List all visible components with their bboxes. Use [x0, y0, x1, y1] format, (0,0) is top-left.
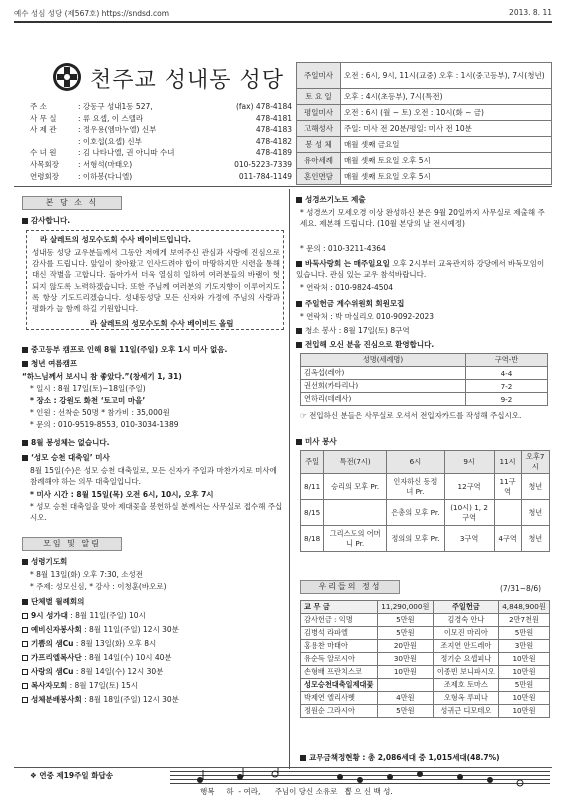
- welcome-note: ☞ 전입하신 분들은 사무실로 오셔서 전입자카드를 작성해 주십시오.: [300, 411, 522, 420]
- table-row: 유순득 알로시아 30만원 정기순 요셉피나 10만원: [301, 653, 550, 666]
- group-meeting-item: 9시 성가대 : 8월 11일(주일) 10시: [22, 610, 146, 621]
- contact-info: [30, 101, 292, 182]
- communion-notice: 8월 봉성체는 없습니다.: [22, 437, 110, 448]
- header-rule: [14, 21, 552, 23]
- table-row: 8/18 그리스도의 어머니 Pr. 정의의 모후 Pr. 3구역 4구역 청년: [301, 526, 550, 552]
- offering-contact: * 연락처 : 박 마실리오 010-9092-2023: [300, 312, 435, 321]
- table-row: 김옥섭(레아) 4-4: [301, 367, 548, 380]
- offerings-table: [300, 600, 550, 718]
- mass-service-table: 주일 특전(7시) 6시 9시 11시 오후7시 8/11 승리의 모후 Pr. 인자하신 동정녀 Pr. 12구역 11구역 청년 8/15 은총의 모후 Pr. (10시) 1, 2구역 청년 8/18 그리스도의 어머니 Pr. 정의의 모후 Pr. 3구역 4구역 청년: [300, 450, 550, 552]
- issue-date: 2013. 8. 11: [509, 8, 552, 17]
- cleaning-notice: 청소 봉사 : 8월 17일(토) 8구역: [296, 325, 410, 336]
- mass-schedule-table: [296, 62, 552, 185]
- header-bar: [14, 8, 552, 20]
- assumption-heading: ‘성모 승천 대축일’ 미사: [22, 452, 110, 463]
- psalm-lyric: 행복 하 - 여라, 주님이 당신 소유로 뽑 으 신 백 성.: [200, 787, 393, 796]
- table-row: 권선희(카타리나) 7-2: [301, 380, 548, 393]
- table-row: 박제연 엘리사벳 4만원 오형옥 루피나 10만원: [301, 692, 550, 705]
- group-meeting-item: 성체분배봉사회 : 8월 18일(주일) 12시 30분: [22, 694, 179, 705]
- youth-camp-detail: * 일시 : 8월 17일(토)~18일(주일): [30, 384, 146, 393]
- baduk-contact: * 연락처 : 010-9824-4504: [300, 283, 394, 292]
- service-heading: 미사 봉사: [296, 436, 337, 447]
- group-meeting-item: 예비신자봉사회 : 8월 11일(주일) 12시 30분: [22, 624, 179, 635]
- table-row: 성모승천대축일제대꽃 조제호 토마스 5만원: [301, 679, 550, 692]
- mass-row: 토 요 일 오후 : 4시(초등부), 7시(특전): [297, 89, 552, 105]
- group-meeting-item: 기쁨의 샘Cu : 8월 13일(화) 오후 8시: [22, 638, 156, 649]
- section-meetings: 모임 및 알림: [22, 537, 122, 551]
- welcome-table: 성명(세례명) 구역-반 김옥섭(레아) 4-4 권선희(카타리나) 7-2 연하리(데레사) 9-2: [300, 353, 548, 406]
- info-row: 사 제 관 : 정우용(엠마누엘) 신부 478-4183: [30, 125, 292, 135]
- youth-camp-detail: * 문의 : 010-9519-8553, 010-3034-1389: [30, 420, 179, 429]
- mass-row: 혼인면담 매월 셋째 토요일 오후 5시: [297, 169, 552, 185]
- table-row: 8/11 승리의 모후 Pr. 인자하신 동정녀 Pr. 12구역 11구역 청년: [301, 474, 550, 500]
- offering-heading: 주일헌금 계수위원회 회원모집: [296, 298, 404, 309]
- prayer-heading: 성령기도회: [22, 556, 67, 567]
- camp-notice: 중고등부 캠프로 인해 8월 11일(주일) 오후 1시 미사 없음.: [22, 344, 227, 355]
- assumption-note: * 성모 승천 대축일을 맞아 제대꽃을 봉헌하실 분께서는 사무실로 접수해 주십시오.: [30, 502, 283, 523]
- table-row: 홍용찬 마태아 20만원 조지연 안드레아 3만원: [301, 640, 550, 653]
- church-logo-icon: [52, 62, 82, 92]
- bible-heading: 성경쓰기노트 제출: [296, 194, 366, 205]
- section-offerings: 우리들의 정성: [300, 580, 400, 594]
- mass-row: 평일미사 오전 : 6시 (월 ~ 토) 오전 : 10시(화 ~ 금): [297, 105, 552, 121]
- thanks-heading: 감사합니다.: [22, 215, 70, 226]
- youth-camp-detail: * 장소 : 강원도 화천 ‘토고미 마을’: [30, 396, 146, 405]
- baduk-notice: 바둑사랑회 는 매주일요일 오후 2시부터 교육관지하 강당에서 바둑모임이 있습니다. 관심 있는 교우 참석바랍니다.: [296, 259, 545, 280]
- assumption-time: * 미사 시간 : 8월 15일(목) 오전 6시, 10시, 오후 7시: [30, 490, 214, 499]
- youth-camp-quote: “하느님께서 보시니 참 좋았다.”(창세기 1, 31): [22, 372, 182, 381]
- section-parish-news: 본 당 소 식: [22, 196, 122, 210]
- section-rule: [14, 186, 552, 187]
- youth-camp-detail: * 인원 : 선착순 50명 * 참가비 : 35,000원: [30, 408, 170, 417]
- prayer-detail: * 주제: 성모신심, * 강사 : 이청훈(바오로): [30, 582, 167, 591]
- table-row: 김병석 라파엘 5만원 이모진 마리아 5만원: [301, 627, 550, 640]
- psalm-title: ❖ 연중 제19주일 화답송: [30, 771, 113, 780]
- mass-row: 유아세례 매월 셋째 토요일 오후 5시: [297, 153, 552, 169]
- table-row: 교 무 금 11,290,000원 주일헌금 4,848,900원: [301, 601, 550, 614]
- group-meeting-item: 사랑의 샘Cu : 8월 14일(수) 12시 30분: [22, 666, 163, 677]
- bible-contact: * 문의 : 010-3211-4364: [300, 244, 386, 253]
- info-row: 연령회장 : 이하봉(다니엘) 011-784-1149: [30, 171, 292, 181]
- table-row: 연하리(데레사) 9-2: [301, 393, 548, 406]
- prayer-detail: * 8월 13일(화) 오후 7:30, 소성전: [30, 570, 144, 579]
- info-row: 사 무 실 : 류 요셉, 이 스텔라 478-4181: [30, 113, 292, 123]
- table-row: 손형배 프란치스코 10만원 이종빈 보니파시오 10만원: [301, 666, 550, 679]
- thanks-box-sign: 라 살레트의 성모수도회 수사 베이비드 올림: [90, 319, 234, 328]
- mass-row: 고해성사 주일: 미사 전 20분/평일: 미사 전 10분: [297, 121, 552, 137]
- church-title: 천주교 성내동 성당: [90, 68, 285, 93]
- info-row: : 이호섭(요셉) 신부 478-4182: [78, 136, 292, 146]
- info-row: 사목회장 : 서형석(마태오) 010-5223-7339: [30, 159, 292, 169]
- group-meeting-item: 복사자모회 : 8월 17일(토) 15시: [22, 680, 138, 691]
- info-row: 수 녀 원 : 김 나타나엘, 권 아니따 수녀 478-4189: [30, 148, 292, 158]
- thanks-box-title: 라 살레트의 성모수도회 수사 베이비드입니다.: [40, 235, 191, 244]
- assumption-body: 8월 15일(수)은 성모 승천 대축일로, 모든 신자가 주일과 마찬가지로 미사에 참례해야 하는 의무 대축일입니다.: [30, 466, 277, 487]
- mass-row: 주일미사 오전 : 6시, 9시, 11시(교중) 오후 : 1시(중고등부), 7시(청년): [297, 63, 552, 89]
- group-meetings-heading: 단체별 월례회의: [22, 596, 84, 607]
- welcome-heading: 전입해 오신 분을 진심으로 환영합니다.: [296, 339, 434, 350]
- offerings-date: (7/31~8/6): [500, 584, 542, 593]
- bible-body: * 성경쓰기 모세오경 이상 완성하신 분은 9월 20일까지 사무실로 제출해 주세요. 제본해 드립니다. (10월 본당의 날 전시예정): [300, 208, 545, 229]
- issue-info: 예수 성심 성당 (제567호) https://sndsd.com: [14, 9, 170, 18]
- thanks-box-body: 성내동 성당 교우분들께서 그동안 저에게 보여주신 관심과 사랑에 진심으로 감사를 드립니다. 앞일이 찾아왔고 인사드려야 합이 마땅하지만 시련을 통해 대신 작별을 고합니다. 돌아가서 더욱 열심히 일하여 여러분들의 바램이 헛되지 않도록 노력하겠습니다. 또한 주님께 여러분의 기도지향이 이루어지도록 항상 기도드리겠습니다. 성내동성당 모든 신자와 가정에 주님의 사랑과 평화가 늘 함께 하길 기원합니다.: [32, 248, 280, 314]
- group-meeting-item: 가프리엘복사단 : 8월 14일(수) 10시 40분: [22, 652, 172, 663]
- table-row: 정원순 그라시아 5만원 성귀근 디모테오 10만원: [301, 705, 550, 718]
- youth-camp-heading: 청년 여름캠프: [22, 358, 77, 369]
- table-row: 8/15 은총의 모후 Pr. (10시) 1, 2구역 청년: [301, 500, 550, 526]
- info-row: 주 소 : 강동구 성내1동 527, (fax) 478-4184: [30, 102, 292, 111]
- pledge-stats: 교무금책정현황 : 총 2,086세대 중 1,015세대(48.7%): [300, 752, 500, 763]
- mass-row: 봉 성 체 매월 셋째 금요일: [297, 137, 552, 153]
- table-row: 감사헌금 : 익명 5만원 김경숙 안나 2만7천원: [301, 614, 550, 627]
- column-divider: [289, 189, 290, 769]
